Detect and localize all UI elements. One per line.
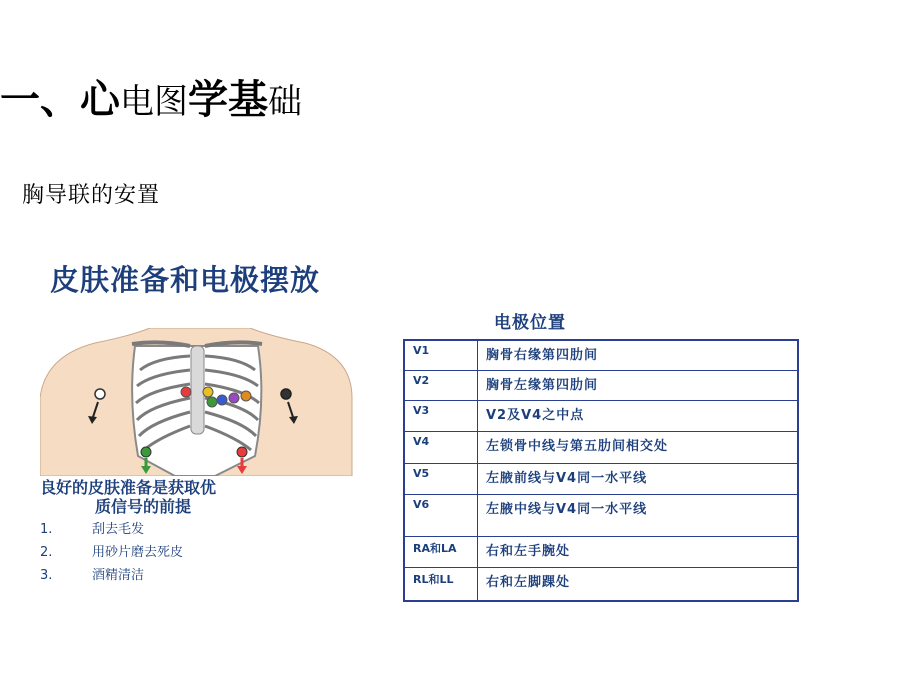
electrode-code: V2 — [404, 370, 478, 400]
electrode-v3 — [207, 397, 217, 407]
chest-electrode-illustration — [40, 328, 360, 476]
skin-prep-steps — [40, 518, 183, 587]
electrode-v5 — [229, 393, 239, 403]
table-row — [404, 536, 798, 567]
skin-prep-heading-line1: 良好的皮肤准备是获取优 — [40, 478, 217, 497]
skin-prep-heading-line2: 质信号的前提 — [95, 497, 192, 516]
subtitle: 胸导联的安置 — [22, 183, 161, 208]
electrode-code: RA和LA — [404, 536, 478, 567]
heading-char-2: 电图 — [120, 82, 188, 122]
list-item — [40, 541, 183, 564]
electrode-location: 左腋中线与V4同一水平线 — [478, 494, 799, 536]
heading-char-4: 础 — [268, 82, 302, 122]
table-row — [404, 567, 798, 601]
electrode-code: V5 — [404, 463, 478, 494]
table-caption: 电极位置 — [494, 313, 566, 333]
electrode-v4 — [217, 395, 227, 405]
electrode-v2 — [203, 387, 213, 397]
electrode-code: V1 — [404, 340, 478, 370]
sternum — [191, 346, 204, 434]
electrode-v1 — [181, 387, 191, 397]
electrode-code: V3 — [404, 400, 478, 431]
step-number: 2. — [40, 545, 53, 560]
step-number: 1. — [40, 522, 53, 537]
electrode-position-table — [403, 339, 799, 602]
step-text: 用砂片磨去死皮 — [92, 545, 184, 560]
step-number: 3. — [40, 568, 53, 583]
slide-heading — [0, 68, 302, 138]
electrode-code: V4 — [404, 431, 478, 463]
table-row — [404, 463, 798, 494]
table-row — [404, 431, 798, 463]
list-item — [40, 564, 183, 587]
electrode-location: 右和左脚踝处 — [486, 574, 571, 590]
electrode-v6 — [241, 391, 251, 401]
table-row — [404, 494, 798, 536]
table-row — [404, 340, 798, 370]
list-item — [40, 518, 183, 541]
electrode-code: RL和LL — [404, 567, 478, 601]
electrode-location: 胸骨右缘第四肋间 — [478, 340, 799, 370]
step-text: 刮去毛发 — [92, 522, 145, 537]
electrode-code: V6 — [404, 494, 478, 536]
table-row — [404, 400, 798, 431]
heading-char-3: 学基 — [188, 77, 268, 123]
figure-title: 皮肤准备和电极摆放 — [50, 263, 321, 297]
electrode-location: 左腋前线与V4同一水平线 — [478, 463, 799, 494]
heading-char-1: 心 — [80, 77, 120, 123]
step-text: 酒精清洁 — [92, 568, 145, 583]
electrode-location: 右和左手腕处 — [478, 536, 799, 567]
electrode-location: V2及V4之中点 — [478, 400, 799, 431]
electrode-location: 左锁骨中线与第五肋间相交处 — [478, 431, 799, 463]
electrode-location: 胸骨左缘第四肋间 — [478, 370, 799, 400]
skin-prep-heading — [40, 478, 340, 516]
table-row — [404, 370, 798, 400]
heading-prefix: 一、 — [0, 77, 80, 123]
